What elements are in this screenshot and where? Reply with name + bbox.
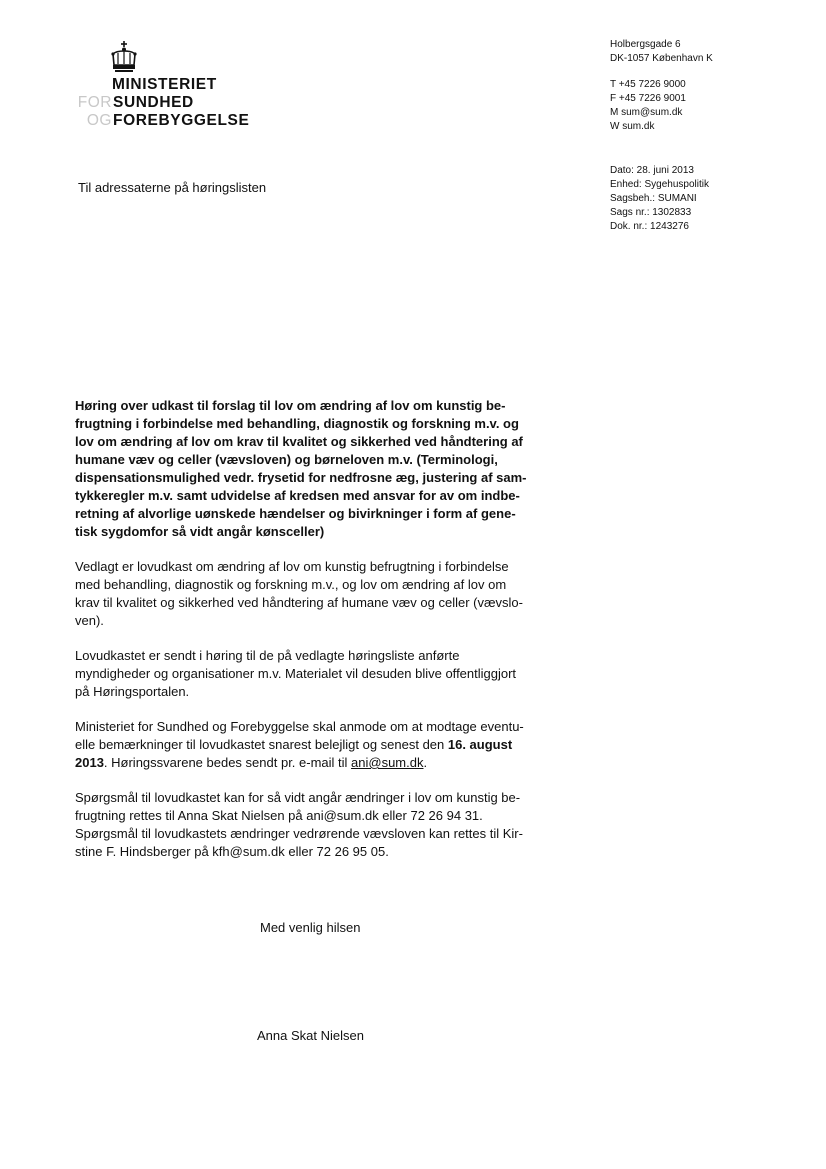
paragraph-line: ven).: [75, 613, 104, 628]
subject-line: frugtning i forbindelse med behandling, diagnostik og forskning m.v. og: [75, 416, 519, 431]
subject-line: retning af alvorlige uønskede hændelser og bivirkninger i form af gene-: [75, 506, 516, 521]
meta-case-number: Sags nr.: 1302833: [610, 207, 692, 218]
logo-word-forebyggelse: FOREBYGGELSE: [113, 112, 250, 129]
deadline-text: elle bemærkninger til lovudkastet snarest belejligt og senest den: [75, 737, 448, 752]
meta-document-number: Dok. nr.: 1243276: [610, 221, 689, 232]
sender-mail-value: sum@sum.dk: [621, 107, 683, 118]
sender-phone-key: T: [610, 79, 616, 90]
sender-mail-key: M: [610, 107, 619, 118]
sender-fax-value: +45 7226 9001: [618, 93, 686, 104]
sender-web-value: sum.dk: [622, 121, 655, 132]
meta-case-handler: Sagsbeh.: SUMANI: [610, 193, 697, 204]
sender-phone-value: +45 7226 9000: [618, 79, 686, 90]
letter-subject: [75, 397, 565, 541]
paragraph-line: [75, 736, 565, 754]
deadline-text-end: .: [423, 755, 428, 770]
logo-line-ministeriet: MINISTERIET: [112, 76, 217, 93]
sender-web: [610, 120, 713, 134]
subject-line: humane væv og celler (vævsloven) og børneloven m.v. (Terminologi,: [75, 452, 498, 467]
logo-prefix-og: OG: [86, 112, 112, 129]
recipient-line: Til adressaterne på høringslisten: [78, 180, 267, 195]
letter-body: [75, 397, 565, 878]
crown-icon: [107, 40, 141, 74]
sender-fax-key: F: [610, 93, 617, 104]
document-meta-block: [610, 164, 709, 234]
deadline-year: 2013: [75, 755, 104, 770]
paragraph-line: Lovudkastet er sendt i høring til de på vedlagte høringsliste anførte: [75, 648, 460, 663]
logo-word-sundhed: SUNDHED: [113, 94, 194, 111]
paragraph-line: frugtning rettes til Anna Skat Nielsen på ani@sum.dk eller 72 26 94 31.: [75, 808, 483, 823]
paragraph-hearing-list: [75, 647, 565, 701]
meta-unit: Enhed: Sygehuspolitik: [610, 179, 709, 190]
subject-line: dispensationsmulighed vedr. frysetid for nedfrosne æg, justering af sam-: [75, 470, 527, 485]
paragraph-line: Ministeriet for Sundhed og Forebyggelse skal anmode om at modtage eventu-: [75, 719, 524, 734]
paragraph-line: Spørgsmål til lovudkastet kan for så vidt angår ændringer i lov om kunstig be-: [75, 790, 521, 805]
paragraph-line: Vedlagt er lovudkast om ændring af lov om kunstig befrugtning i forbindelse: [75, 559, 509, 574]
sender-street: Holbergsgade 6: [610, 39, 681, 50]
subject-line: Høring over udkast til forslag til lov om ændring af lov om kunstig be-: [75, 398, 506, 413]
paragraph-line: med behandling, diagnostik og forskning m.v., og lov om ændring af lov om: [75, 577, 507, 592]
sender-city: DK-1057 København K: [610, 53, 713, 64]
logo-line-forebyggelse: [74, 112, 249, 129]
sender-phone: [610, 78, 713, 92]
logo-line-sundhed: [74, 94, 194, 111]
paragraph-contacts: [75, 789, 565, 861]
sender-address-block: [610, 38, 713, 134]
paragraph-deadline: [75, 718, 565, 772]
paragraph-line: krav til kvalitet og sikkerhed ved håndtering af humane væv og celler (vævslo-: [75, 595, 523, 610]
sender-fax: [610, 92, 713, 106]
paragraph-line: stine F. Hindsberger på kfh@sum.dk eller 72 26 95 05.: [75, 844, 389, 859]
subject-line: tykkeregler m.v. samt udvidelse af kredsen med ansvar for av om indbe-: [75, 488, 520, 503]
paragraph-line: på Høringsportalen.: [75, 684, 190, 699]
paragraph-line: Spørgsmål til lovudkastets ændringer vedrørende vævsloven kan rettes til Kir-: [75, 826, 523, 841]
paragraph-enclosed-draft: [75, 558, 565, 630]
paragraph-line: [75, 754, 565, 772]
subject-line: tisk sygdomfor så vidt angår kønsceller): [75, 524, 325, 539]
sender-web-key: W: [610, 121, 620, 132]
deadline-text: . Høringssvarene bedes sendt pr. e-mail til: [103, 755, 352, 770]
sender-mail: [610, 106, 713, 120]
meta-date: Dato: 28. juni 2013: [610, 165, 694, 176]
subject-line: lov om ændring af lov om krav til kvalitet og sikkerhed ved håndtering af: [75, 434, 523, 449]
logo-prefix-for: FOR: [77, 94, 112, 111]
signature-name: Anna Skat Nielsen: [257, 1028, 364, 1043]
paragraph-line: myndigheder og organisationer m.v. Materialet vil desuden blive offentliggjort: [75, 666, 517, 681]
closing-greeting: Med venlig hilsen: [260, 920, 361, 935]
email-link[interactable]: ani@sum.dk: [351, 755, 424, 770]
deadline-date: 16. august: [447, 737, 513, 752]
